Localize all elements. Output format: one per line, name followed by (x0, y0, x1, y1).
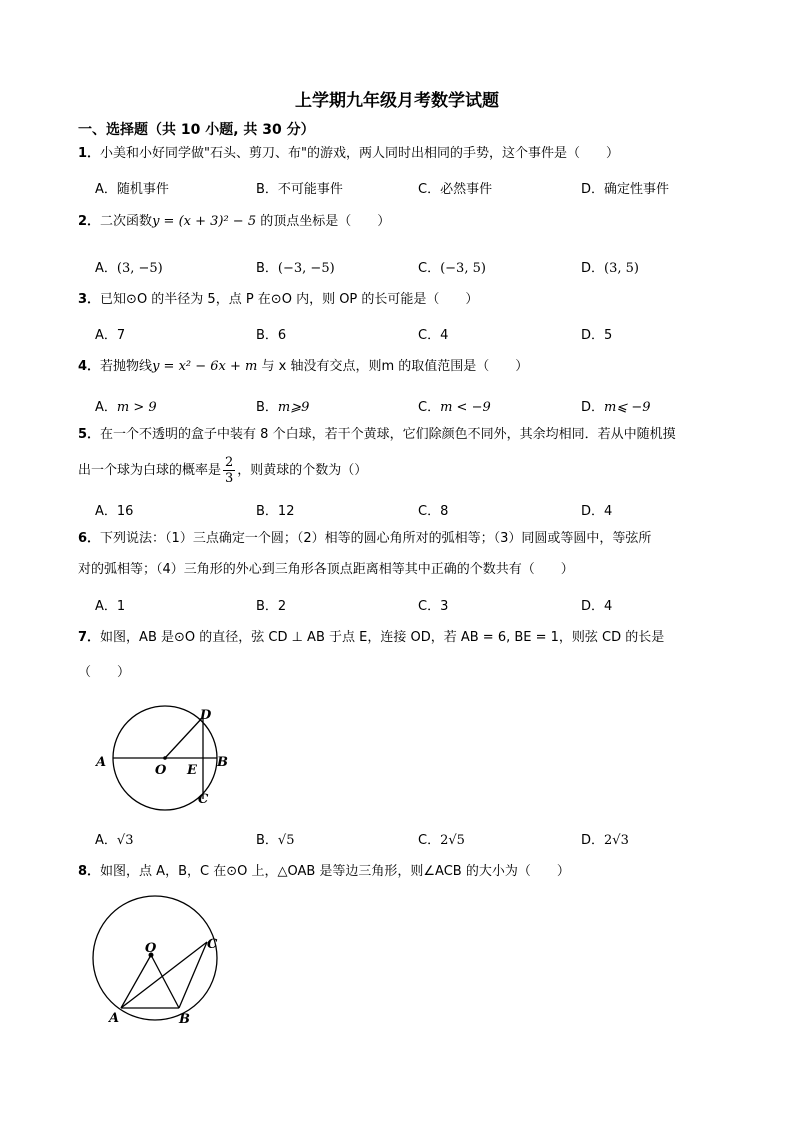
option-b: B．(−3, −5) (256, 261, 335, 276)
segment-ac (121, 942, 207, 1008)
label-a: A (109, 1011, 120, 1026)
label-c: C (198, 792, 209, 807)
option-b: B．√5 (256, 833, 295, 848)
option-b: B．m⩾9 (256, 400, 310, 415)
option-a: A．随机事件 (95, 182, 169, 197)
label-o: O (145, 941, 157, 956)
label-b: B (217, 755, 228, 770)
question-text: 的顶点坐标是（ ） (256, 214, 391, 229)
question-4 (78, 360, 528, 373)
question-number: 6． (78, 531, 101, 546)
formula: y = (x + 3)² − 5 (152, 214, 257, 229)
option-a: A．√3 (95, 833, 134, 848)
option-b: B．6 (256, 328, 287, 343)
option-a: A．(3, −5) (95, 261, 163, 276)
option-d: D．4 (581, 599, 613, 614)
center-point (163, 756, 167, 760)
option-c: C．必然事件 (418, 182, 493, 197)
label-d: D (200, 708, 212, 723)
option-c: C．m < −9 (418, 400, 491, 415)
option-b: B．不可能事件 (256, 182, 343, 197)
circle-diagram-q7 (90, 700, 240, 815)
question-text: 在一个不透明的盒子中装有 8 个白球，若干个黄球，它们除颜色不同外，其余均相同．若从中随机摸 (100, 427, 676, 442)
question-text: 二次函数 (100, 214, 153, 229)
question-number: 2． (78, 214, 101, 229)
question-7-line-2: （ ） (78, 665, 131, 680)
option-c: C．2√5 (418, 833, 465, 848)
question-text: 若抛物线 (100, 359, 153, 374)
option-d: D．5 (581, 328, 613, 343)
option-a: A．1 (95, 599, 126, 614)
option-c: C．4 (418, 328, 449, 343)
question-text: 出一个球为白球的概率是 (78, 463, 222, 478)
question-number: 5． (78, 427, 101, 442)
option-a: A．m > 9 (95, 400, 157, 415)
question-text: 下列说法：（1）三点确定一个圆；（2）相等的圆心角所对的弧相等；（3）同圆或等圆中，等弦所 (100, 531, 652, 546)
label-o: O (155, 763, 167, 778)
question-number: 3． (78, 292, 101, 307)
label-c: C (207, 937, 218, 952)
option-b: B．12 (256, 504, 295, 519)
question-number: 7． (78, 630, 101, 645)
question-2 (78, 215, 390, 228)
segment-od (165, 717, 203, 758)
question-text: 已知⊙O 的半径为 5，点 P 在⊙O 内，则 OP 的长可能是（ ） (100, 292, 479, 307)
question-number: 4． (78, 359, 101, 374)
option-a: A．7 (95, 328, 126, 343)
question-number: 8． (78, 864, 101, 879)
circle-o (93, 896, 217, 1020)
option-c: C．8 (418, 504, 449, 519)
question-number: 1． (78, 146, 101, 161)
option-d: D．(3, 5) (581, 261, 639, 276)
page-title: 上学期九年级月考数学试题 (295, 91, 499, 111)
question-5-line-1 (78, 428, 676, 441)
question-7-line-1 (78, 631, 664, 644)
segment-oa (121, 955, 151, 1008)
option-c: C．3 (418, 599, 449, 614)
question-text: 如图，AB 是⊙O 的直径，弦 CD ⊥ AB 于点 E，连接 OD，若 AB = 6, BE = 1，则弦 CD 的长是 (100, 630, 665, 645)
option-a: A．16 (95, 504, 134, 519)
question-6-line-2: 对的弧相等；（4）三角形的外心到三角形各顶点距离相等其中正确的个数共有（ ） (78, 562, 574, 577)
label-a: A (96, 755, 107, 770)
question-6-line-1 (78, 532, 651, 545)
label-b: B (179, 1012, 190, 1027)
option-d: D．m⩽ −9 (581, 400, 651, 415)
question-3 (78, 293, 478, 306)
section-heading: 一、选择题（共 10 小题, 共 30 分） (78, 122, 315, 138)
formula: y = x² − 6x + m (152, 359, 258, 374)
question-text: 如图，点 A，B，C 在⊙O 上，△OAB 是等边三角形，则∠ACB 的大小为（ ） (100, 864, 570, 879)
question-8 (78, 865, 570, 878)
question-1 (78, 147, 619, 160)
question-text: 与 x 轴没有交点，则m 的取值范围是（ ） (257, 359, 529, 374)
option-d: D．4 (581, 504, 613, 519)
question-5-line-2 (78, 455, 367, 486)
option-b: B．2 (256, 599, 287, 614)
circle-diagram-q8 (85, 890, 235, 1035)
question-text: ，则黄球的个数为（） (237, 463, 368, 478)
option-c: C．(−3, 5) (418, 261, 486, 276)
label-e: E (187, 763, 197, 778)
fraction: $\frac{2}{3}$ (225, 455, 234, 486)
option-d: D．确定性事件 (581, 182, 670, 197)
question-text: 小美和小好同学做"石头、剪刀、布"的游戏，两人同时出相同的手势，这个事件是（ ） (100, 146, 620, 161)
option-d: D．2√3 (581, 833, 629, 848)
